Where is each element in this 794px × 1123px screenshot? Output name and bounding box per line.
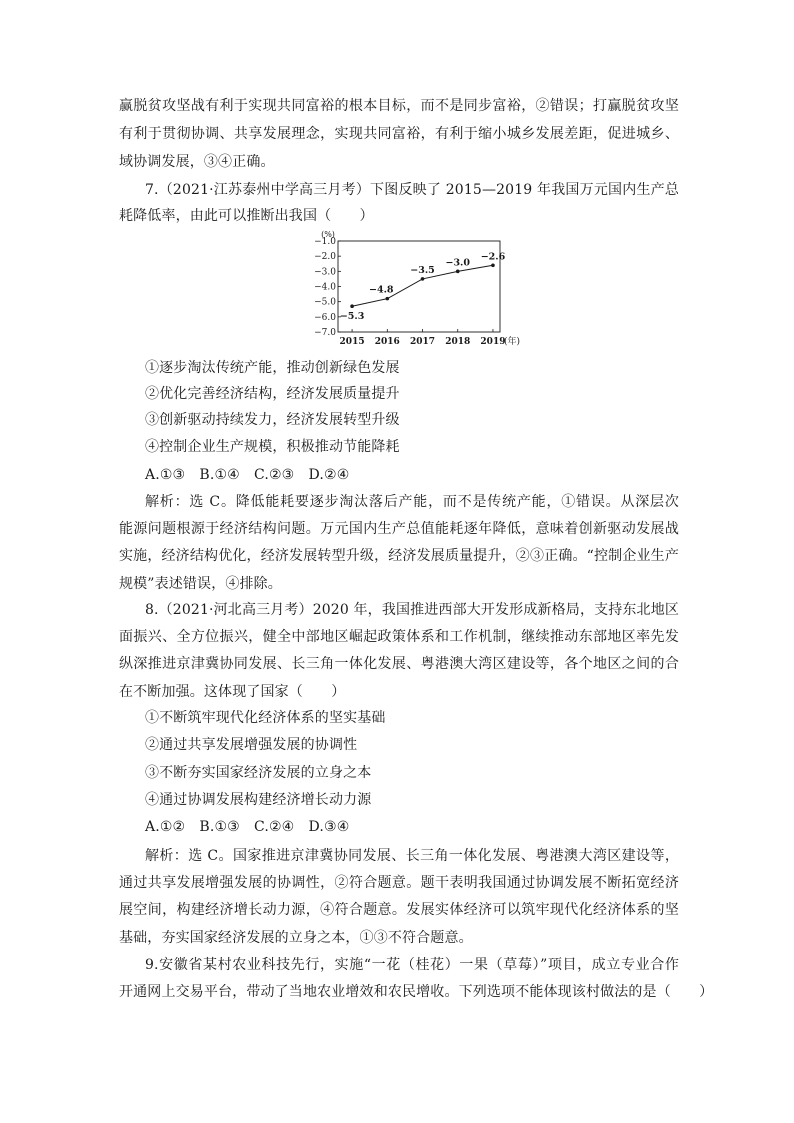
question-7-option: ①逐步淘汰传统产能，推动创新绿色发展 xyxy=(145,360,400,376)
x-tick-label: 2019 xyxy=(480,337,506,347)
question-8-analysis: 展空间，构建经济增长动力源，④符合题意。发展实体经济可以筑牢现代化经济体系的坚 xyxy=(119,902,679,918)
question-8-analysis: 解析：选 C。国家推进京津冀协同发展、长三角一体化发展、粤港澳大湾区建设等， xyxy=(145,848,679,864)
y-tick-label: −1.0 xyxy=(314,237,336,247)
question-7-analysis: 规模”表述错误，④排除。 xyxy=(119,576,282,592)
question-7-analysis: 实施，经济结构优化，经济发展转型升级，经济发展质量提升，②③正确。“控制企业生产 xyxy=(119,548,679,564)
data-label: −4.8 xyxy=(369,284,394,296)
question-8-option: ④通过协调发展构建经济增长动力源 xyxy=(145,792,372,808)
data-point xyxy=(491,263,495,267)
x-tick-label: 2016 xyxy=(374,337,400,347)
question-7-analysis: 能源问题根源于经济结构问题。万元国内生产总值能耗逐年降低，意味着创新驱动发展战 xyxy=(119,521,679,537)
question-8-analysis: 通过共享发展增强发展的协调性，②符合题意。题干表明我国通过协调发展不断拓宽经济 xyxy=(119,875,679,891)
question-8-option: ②通过共享发展增强发展的协调性 xyxy=(145,737,358,753)
data-point xyxy=(350,304,354,308)
question-8-stem: 在不断加强。这体现了国家（ ） xyxy=(119,684,346,700)
question-8-option: ③不断夯实国家经济发展的立身之本 xyxy=(145,765,372,781)
x-axis-label: (年) xyxy=(503,337,520,347)
question-8-stem: 纵深推进京津冀协同发展、长三角一体化发展、粤港澳大湾区建设等，各个地区之间的合 xyxy=(119,656,679,672)
question-7-option: ③创新驱动持续发力，经济发展转型升级 xyxy=(145,412,400,428)
question-8-analysis: 基础，夯实国家经济发展的立身之本，①③不符合题意。 xyxy=(119,930,473,946)
y-tick-label: −2.0 xyxy=(314,252,336,263)
question-7-analysis: 解析：选 C。降低能耗要逐步淘汰落后产能，而不是传统产能，①错误。从深层次 xyxy=(145,494,679,510)
text-line: 有利于贯彻协调、共享发展理念，实现共同富裕，有利于缩小城乡发展差距，促进城乡、 xyxy=(119,126,679,142)
question-8-stem: 面振兴、全方位振兴，健全中部地区崛起政策体系和工作机制，继续推动东部地区率先发 xyxy=(119,629,679,645)
text-line: 域协调发展，③④正确。 xyxy=(119,154,275,170)
data-label: −3.5 xyxy=(410,264,435,276)
question-9-stem: 9.安徽省某村农业科技先行，实施“一花（桂花）一果（草莓）”项目，成立专业合作 xyxy=(145,957,679,973)
x-tick-label: 2018 xyxy=(445,337,471,347)
question-7-stem: 7.（2021·江苏泰州中学高三月考）下图反映了 2015—2019 年我国万元国内生产总 xyxy=(145,182,679,198)
y-tick-label: −3.0 xyxy=(314,267,336,278)
data-point xyxy=(421,277,425,281)
data-label: −3.0 xyxy=(445,257,470,269)
data-point xyxy=(386,297,390,301)
question-8-stem: 8.（2021·河北高三月考）2020 年，我国推进西部大开发形成新格局，支持东北地区 xyxy=(145,602,679,618)
y-tick-label: −7.0 xyxy=(314,328,336,338)
question-7-option: ④控制企业生产规模，积极推动节能降耗 xyxy=(145,439,400,455)
question-7-option: ②优化完善经济结构，经济发展质量提升 xyxy=(145,386,400,402)
question-9-stem: 开通网上交易平台，带动了当地农业增效和农民增收。下列选项不能体现该村做法的是（ ） xyxy=(119,984,714,1000)
data-label: −5.3 xyxy=(339,311,365,323)
question-7-stem: 耗降低率，由此可以推断出我国（ ） xyxy=(119,208,374,224)
data-label: −2.6 xyxy=(480,251,506,263)
y-tick-label: −6.0 xyxy=(314,312,336,323)
x-tick-label: 2017 xyxy=(409,337,436,347)
x-tick-label: 2015 xyxy=(339,337,365,347)
question-8-option: ①不断筑牢现代化经济体系的坚实基础 xyxy=(145,710,386,726)
y-tick-label: −4.0 xyxy=(314,282,336,293)
question-8-choices: A.①② B.①③ C.②④ D.③④ xyxy=(145,819,350,835)
energy-consumption-chart xyxy=(300,228,520,350)
y-axis-label: (%) xyxy=(321,230,335,239)
question-7-choices: A.①③ B.①④ C.②③ D.②④ xyxy=(145,467,350,483)
text-line: 赢脱贫攻坚战有利于实现共同富裕的根本目标，而不是同步富裕，②错误；打赢脱贫攻坚 xyxy=(119,98,679,114)
data-point xyxy=(456,270,460,274)
y-tick-label: −5.0 xyxy=(314,297,336,308)
